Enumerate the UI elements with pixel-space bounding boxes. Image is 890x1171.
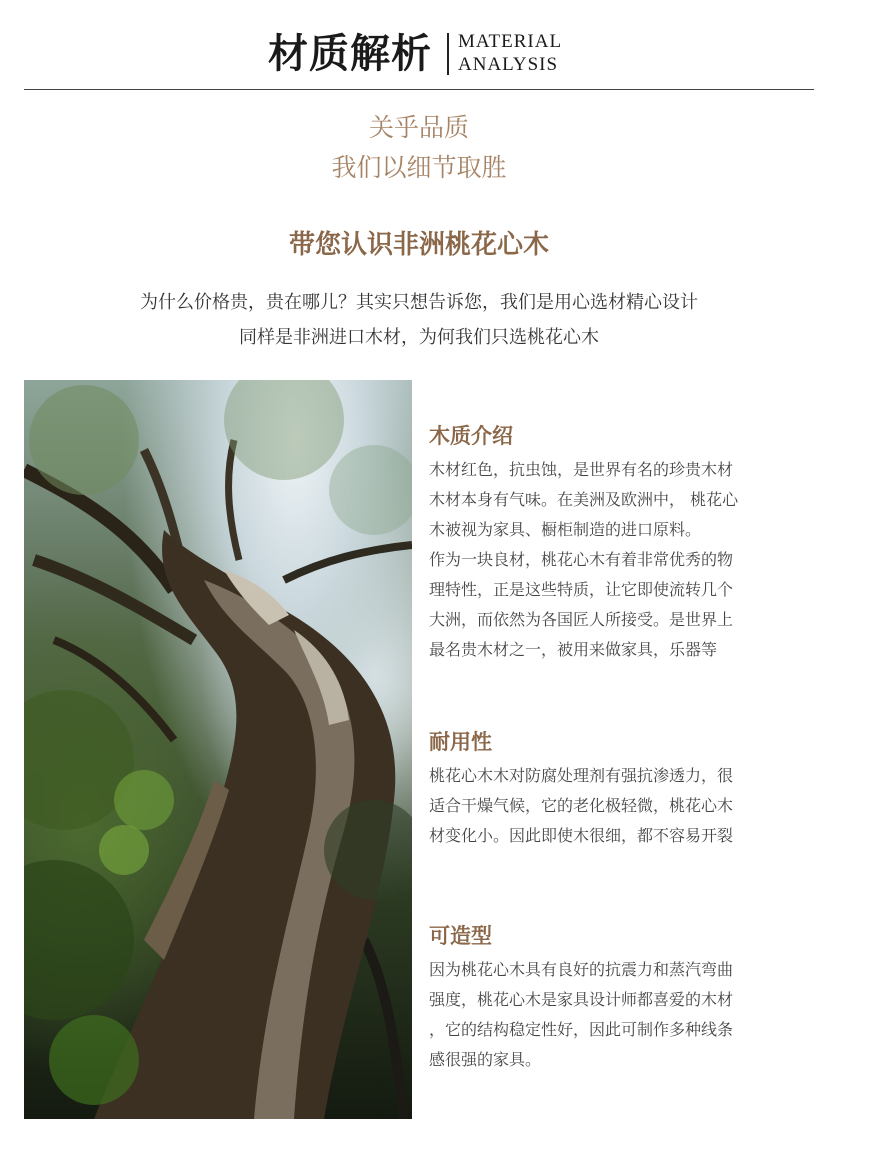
header-title-cn: 材质解析 <box>268 30 432 77</box>
section-line: 大洲，而依然为各国匠人所接受。是世界上 <box>429 610 734 629</box>
tree-illustration <box>24 380 412 1119</box>
header-title-en <box>458 30 562 76</box>
section-line: 适合干燥气候，它的老化极轻微，桃花心木 <box>429 796 734 815</box>
section-line: 最名贵木材之一，被用来做家具，乐器等 <box>429 640 718 659</box>
intro-line1: 为什么价格贵，贵在哪儿？其实只想告诉您，我们是用心选材精心设计 <box>140 292 698 313</box>
section-durability <box>429 727 809 851</box>
header-rule <box>24 89 814 90</box>
section-line: ，它的结构稳定性好，因此可制作多种线条 <box>429 1020 734 1039</box>
section-line: 木材红色，抗虫蚀，是世界有名的珍贵木材 <box>429 460 734 479</box>
tree-trunk-photo <box>24 380 412 1119</box>
intro-line2: 同样是非洲进口木材，为何我们只选桃花心木 <box>239 327 599 348</box>
section-line: 材变化小。因此即使木很细，都不容易开裂 <box>429 826 734 845</box>
section-line: 强度，桃花心木是家具设计师都喜爱的木材 <box>429 990 734 1009</box>
section-line: 木材本身有气味。在美洲及欧洲中， 桃花心 <box>429 490 739 509</box>
slogan-line1: 关乎品质 <box>368 113 469 142</box>
section-line: 理特性，正是这些特质，让它即使流转几个 <box>429 580 734 599</box>
header-divider <box>447 33 449 75</box>
section-line: 感很强的家具。 <box>429 1050 542 1069</box>
section-line: 作为一块良材，桃花心木有着非常优秀的物 <box>429 550 734 569</box>
section-title: 木质介绍 <box>429 424 513 448</box>
section-line: 因为桃花心木具有良好的抗震力和蒸汽弯曲 <box>429 960 734 979</box>
section-heading: 带您认识非洲桃花心木 <box>288 230 549 260</box>
section-line: 桃花心木木对防腐处理剂有强抗渗透力，很 <box>429 766 734 785</box>
section-line: 木被视为家具、橱柜制造的进口原料。 <box>429 520 702 539</box>
header-title-en-line1: MATERIAL <box>458 31 563 52</box>
section-title: 耐用性 <box>429 730 492 754</box>
section-shapeability <box>429 921 809 1075</box>
header-title-en-line2: ANALYSIS <box>458 54 559 75</box>
section-wood-intro <box>429 421 809 665</box>
page-header <box>0 26 890 82</box>
section-title: 可造型 <box>429 924 492 948</box>
slogan-line2: 我们以细节取胜 <box>331 153 507 182</box>
